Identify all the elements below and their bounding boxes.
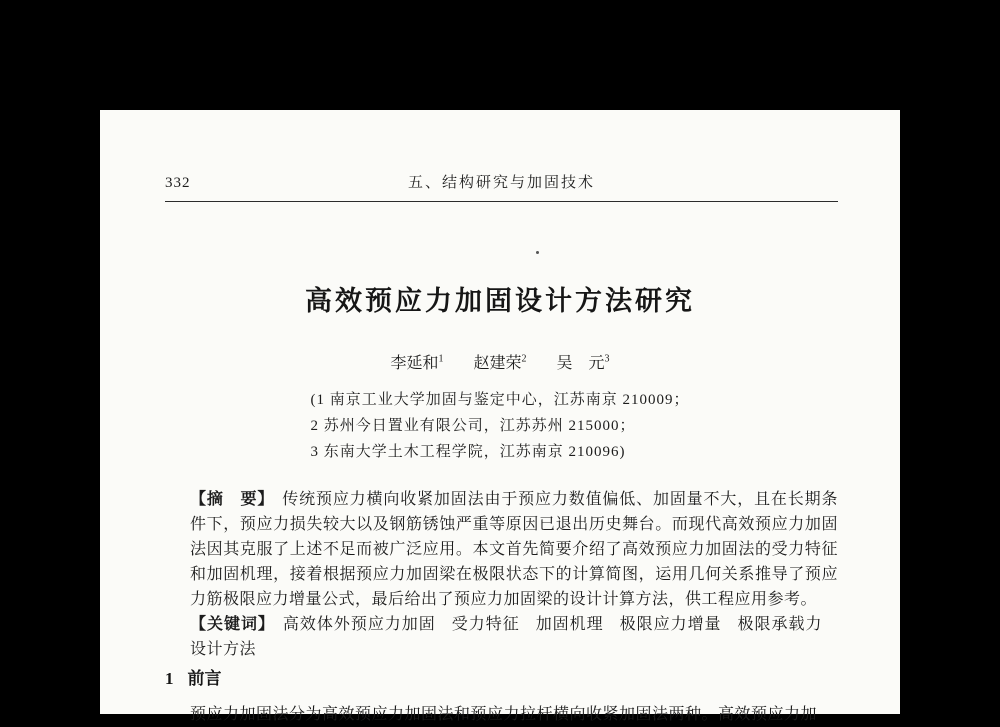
keyword: 高效体外预应力加固 [282, 616, 436, 634]
keyword: 设计方法 [190, 641, 257, 659]
body-paragraph: 预应力加固法分为高效预应力加固法和预应力拉杆横向收紧加固法两种。高效预应力加 [190, 706, 818, 724]
abstract-label: 【摘 要】 [190, 491, 275, 509]
author-name: 李延和 [390, 355, 439, 373]
keyword: 加固机理 [535, 616, 604, 634]
keyword: 极限应力增量 [619, 616, 722, 634]
abstract-paragraph [190, 487, 838, 612]
author [390, 355, 443, 372]
section-number: 1 [165, 669, 174, 689]
keywords-paragraph [190, 612, 838, 662]
author-superscript: 1 [438, 354, 444, 365]
author [473, 355, 526, 372]
page-number: 332 [165, 175, 191, 191]
authors-line [100, 349, 900, 375]
section-title: 前言 [187, 669, 222, 689]
keyword: 受力特征 [451, 616, 520, 634]
author-superscript: 2 [521, 354, 527, 365]
header-rule [165, 201, 838, 202]
page-header [165, 174, 838, 193]
affiliations-inner [311, 387, 690, 465]
author-name: 赵建荣 [473, 355, 522, 373]
article-title: 高效预应力加固设计方法研究 [305, 286, 695, 316]
section-heading [165, 668, 838, 690]
affiliation-line: (1 南京工业大学加固与鉴定中心，江苏南京 210009； [310, 392, 690, 409]
abstract-text: 传统预应力横向收紧加固法由于预应力数值偏低、加固量不大，且在长期条件下，预应力损失较大以及钢筋锈蚀严重等原因已退出历史舞台。而现代高效预应力加固法因其克服了上述不足而被广泛应用。本文首先简要介绍了高效预应力加固法的受力特征和加固机理，接着根据预应力加固梁在极限状态下的计算简图，运用几何关系推导了预应力筋极限应力增量公式，最后给出了预应力加固梁的设计计算方法，供工程应用参考。 [190, 491, 838, 609]
document-page [100, 110, 900, 724]
author [557, 355, 610, 372]
author-name: 吴 元 [556, 355, 605, 373]
keywords-label: 【关键词】 [190, 616, 275, 634]
affiliations-block [100, 387, 900, 465]
keyword: 极限承载力 [737, 616, 822, 634]
affiliation-line: 3 东南大学土木工程学院，江苏南京 210096) [310, 444, 626, 461]
author-superscript: 3 [604, 354, 610, 365]
affiliation-line: 2 苏州今日置业有限公司，江苏苏州 215000； [310, 418, 636, 435]
running-header: 五、结构研究与加固技术 [407, 175, 595, 191]
scan-speck [536, 251, 539, 254]
